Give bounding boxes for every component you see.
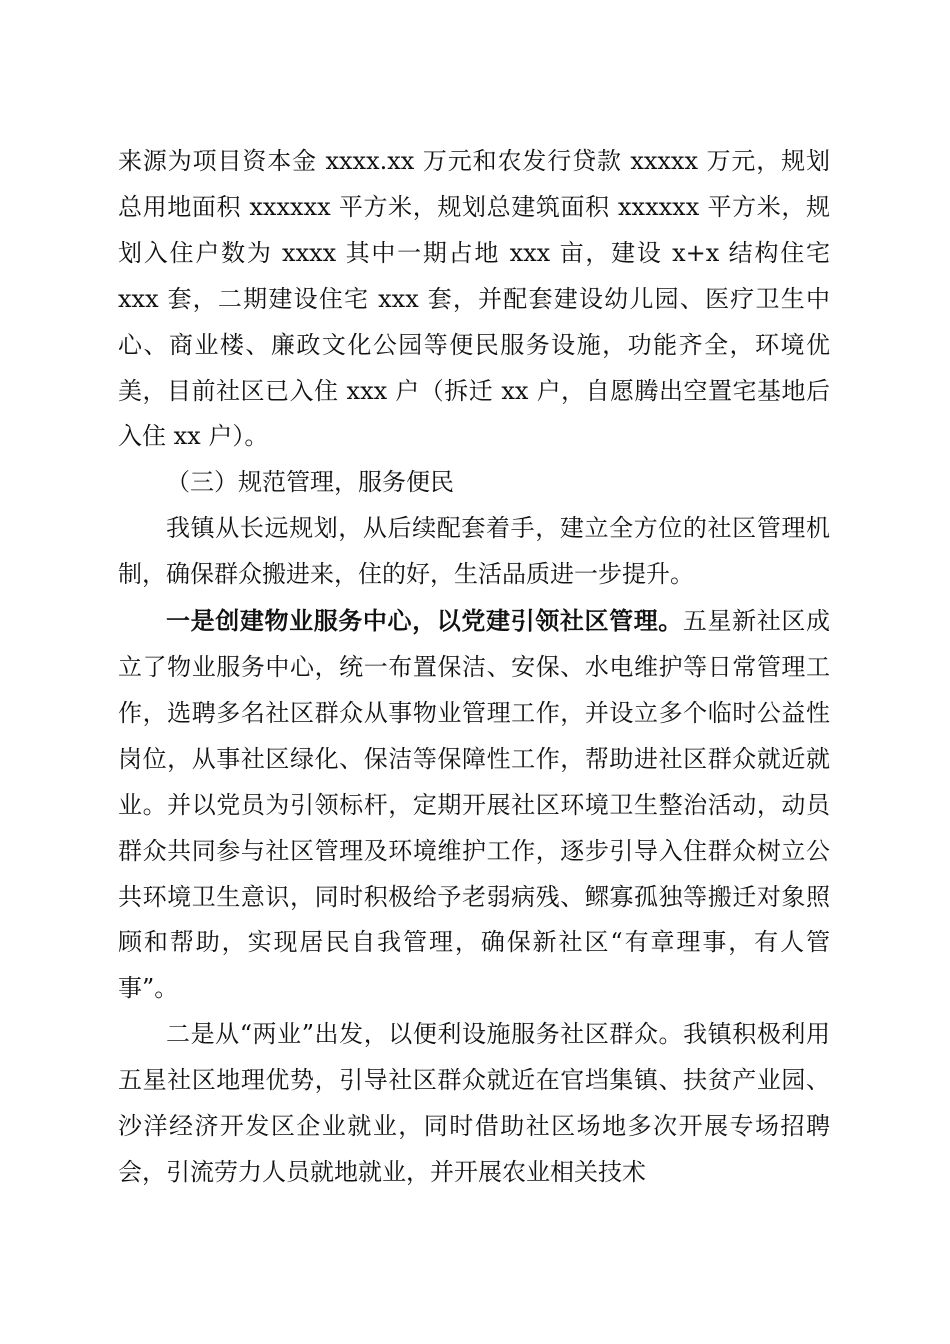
paragraph-property-service — [118, 598, 830, 1012]
lead-sentence-two-industries: 二是从“两业”出发，以便利设施服务社区群众。 — [166, 1020, 684, 1049]
paragraph-two-industries — [118, 1012, 830, 1196]
paragraph-management-intro: 我镇从长远规划，从后续配套着手，建立全方位的社区管理机制，确保群众搬进来，住的好，生活品质进一步提升。 — [118, 514, 830, 589]
body-two-industries: 我镇积极利用五星社区地理优势，引导社区群众就近在官垱集镇、扶贫产业园、沙洋经济开发区企业就业，同时借助社区场地多次开展专场招聘会，引流劳力人员就地就业，并开展农业相关技术 — [118, 1020, 831, 1186]
paragraph-funding-source: 来源为项目资本金 xxxx.xx 万元和农发行贷款 xxxxx 万元，规划总用地面积 xxxxxx 平方米，规划总建筑面积 xxxxxx 平方米，规划入住户数为 xxxx 其中一期占地 xxx 亩，建设 x+x 结构住宅 xxx 套，二期建设住宅 xxx 套，并配套建设幼儿园、医疗卫生中心、商业楼、廉政文化公园等便民服务设施，功能齐全，环境优美，目前社区已入住 xxx 户（拆迁 xx 户，自愿腾出空置宅基地后入住 xx 户）。 — [118, 147, 830, 451]
section-heading-3: （三）规范管理，服务便民 — [166, 468, 454, 497]
body-property-service: 五星新社区成立了物业服务中心，统一布置保洁、安保、水电维护等日常管理工作，选聘多名社区群众从事物业管理工作，并设立多个临时公益性岗位，从事社区绿化、保洁等保障性工作，帮助进社区群众就近就业。并以党员为引领标杆，定期开展社区环境卫生整治活动，动员群众共同参与社区管理及环境维护工作，逐步引导入住群众树立公共环境卫生意识，同时积极给予老弱病残、鳏寡孤独等搬迁对象照顾和帮助，实现居民自我管理，确保新社区“有章理事，有人管事”。 — [118, 607, 830, 1003]
document-body — [118, 139, 830, 1196]
lead-sentence-property-service: 一是创建物业服务中心，以党建引领社区管理。 — [166, 606, 683, 636]
